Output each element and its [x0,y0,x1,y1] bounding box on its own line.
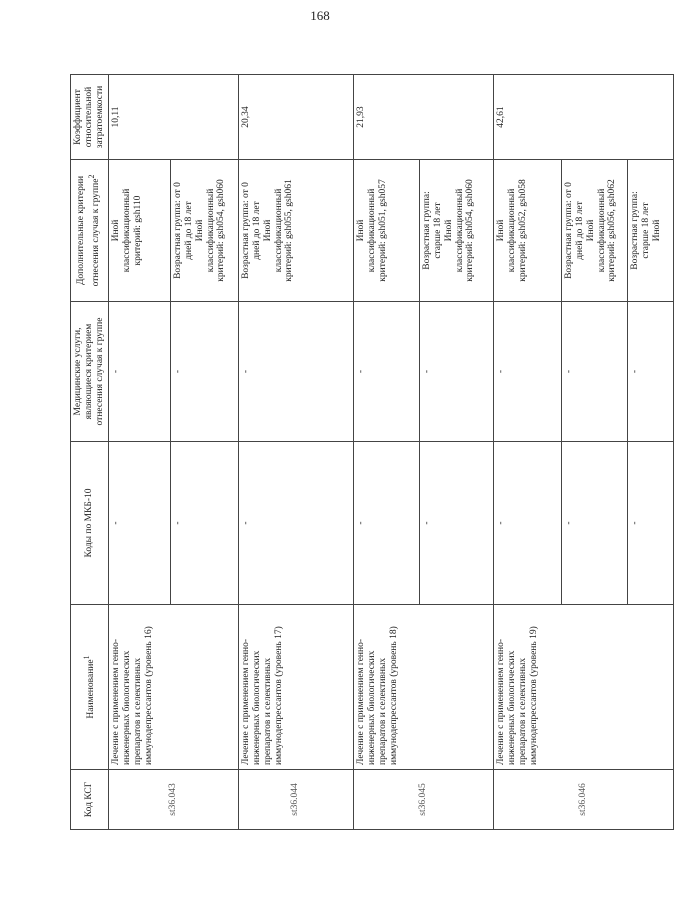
criteria-line: Иной [355,219,366,242]
table-row [493,75,561,830]
criteria-line: классификационный [366,188,377,273]
mkb-cell: - [561,442,627,605]
criteria-line: Иной [443,219,454,242]
criteria-cell [238,160,353,302]
criteria-line: Иной [262,219,273,242]
services-cell: - [353,302,419,442]
ksg-name-cell: Лечение с применением генно-инженерных биологических препаратов и селективных иммунодепрессантов (уровень 18) [353,605,493,770]
criteria-line: критерий: gsh052, gsh058 [517,179,528,282]
services-cell: - [561,302,627,442]
criteria-line: Иной [651,219,662,242]
criteria-line: классификационный [273,188,284,273]
services-cell: - [238,302,353,442]
criteria-line: дней до 18 лет [574,201,585,260]
mkb-cell: - [493,442,561,605]
criteria-line: Иной [585,219,596,242]
criteria-line: Возрастная группа: от 0 [563,182,574,279]
criteria-line: старше 18 лет [432,202,443,259]
table-row [238,75,353,830]
ksg-code-cell: st36.045 [353,770,493,830]
mkb-cell: - [353,442,419,605]
criteria-cell [561,160,627,302]
ksg-name-cell: Лечение с применением генно-инженерных биологических препаратов и селективных иммунодепрессантов (уровень 19) [493,605,673,770]
header-services: Медицинские услуги, являющиеся критерием отнесения случая к группе [71,302,109,442]
ksg-name-cell: Лечение с применением генно-инженерных биологических препаратов и селективных иммунодепрессантов (уровень 16) [108,605,238,770]
services-cell: - [493,302,561,442]
criteria-line: классификационный [506,188,517,273]
criteria-line: критерий: gsh054, gsh060 [216,179,227,282]
criteria-line: критерий: gsh056, gsh062 [607,179,618,282]
ksg-name-cell: Лечение с применением генно-инженерных биологических препаратов и селективных иммунодепрессантов (уровень 17) [238,605,353,770]
criteria-cell [108,160,170,302]
table-row [108,75,170,830]
criteria-line: дней до 18 лет [251,201,262,260]
header-coef: Коэффициент относительной затратоемкости [71,75,109,160]
ksg-code-cell: st36.043 [108,770,238,830]
criteria-line: классификационный [454,188,465,273]
criteria-line: Иной [110,219,121,242]
coef-cell: 21,93 [353,75,493,160]
criteria-line: критерий: gsh054, gsh060 [465,179,476,282]
mkb-cell: - [108,442,170,605]
ksg-table [70,74,674,830]
header-code: Код КСГ [71,770,109,830]
criteria-cell [170,160,238,302]
header-mkb: Коды по МКБ-10 [71,442,109,605]
criteria-cell [353,160,419,302]
criteria-line: старше 18 лет [640,202,651,259]
table-row [353,75,419,830]
mkb-cell: - [627,442,673,605]
coef-cell: 10,11 [108,75,238,160]
mkb-cell: - [419,442,493,605]
ksg-code-cell: st36.046 [493,770,673,830]
mkb-cell: - [238,442,353,605]
criteria-line: классификационный [596,188,607,273]
criteria-cell [627,160,673,302]
coef-cell: 20,34 [238,75,353,160]
header-name: Наименование$^1$ [71,605,109,770]
services-cell: - [419,302,493,442]
header-criteria: Дополнительные критерии отнесения случая к группе$^2$ [71,160,109,302]
services-cell: - [108,302,170,442]
criteria-line: Возрастная группа: [629,191,640,270]
ksg-code-cell: st36.044 [238,770,353,830]
services-cell: - [170,302,238,442]
mkb-cell: - [170,442,238,605]
criteria-line: Возрастная группа: от 0 [240,182,251,279]
criteria-line: дней до 18 лет [183,201,194,260]
rotated-table-container [70,75,662,830]
criteria-line: Иной [495,219,506,242]
services-cell: - [627,302,673,442]
criteria-line: критерий: gsh110 [132,195,143,266]
criteria-line: критерий: gsh051, gsh057 [377,179,388,282]
criteria-cell [493,160,561,302]
page-number: 168 [310,8,330,23]
coef-cell: 42,61 [493,75,673,160]
criteria-line: критерий: gsh055, gsh061 [284,179,295,282]
criteria-cell [419,160,493,302]
criteria-line: Иной [194,219,205,242]
criteria-line: классификационный [121,188,132,273]
table-header-row [71,75,109,830]
criteria-line: классификационный [205,188,216,273]
criteria-line: Возрастная группа: [421,191,432,270]
criteria-line: Возрастная группа: от 0 [172,182,183,279]
